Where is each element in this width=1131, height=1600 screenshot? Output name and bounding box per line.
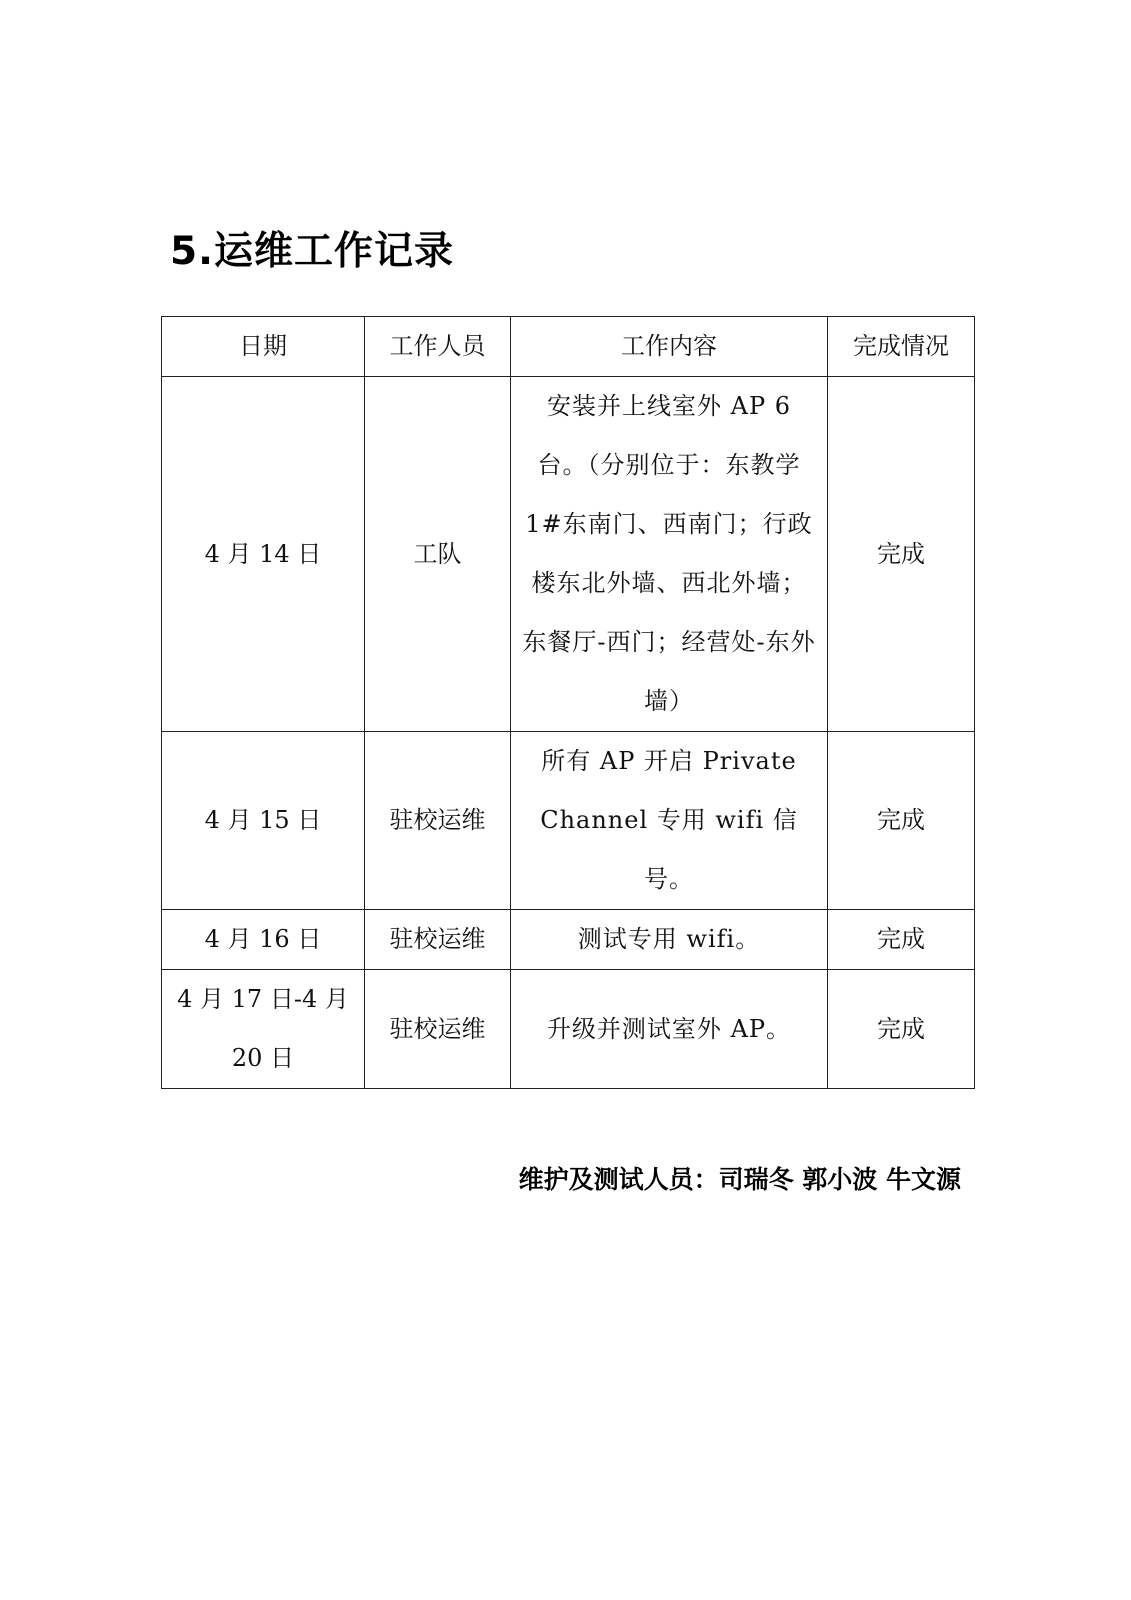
table-header-row <box>162 317 975 377</box>
row-staff: 驻校运维 <box>365 732 511 910</box>
maintenance-log-table <box>161 316 975 1089</box>
row-content: 安装并上线室外 AP 6 台。（分别位于：东教学 1#东南门、西南门；行政楼东北外墙、西北外墙；东餐厅-西门；经营处-东外墙） <box>511 377 828 732</box>
header-date: 日期 <box>162 317 365 377</box>
section-title: 5.运维工作记录 <box>170 229 454 274</box>
row-status: 完成 <box>828 910 975 970</box>
row-date: 4 月 15 日 <box>162 732 365 910</box>
table-row <box>162 970 975 1089</box>
row-date: 4 月 16 日 <box>162 910 365 970</box>
row-staff: 工队 <box>365 377 511 732</box>
table-row <box>162 377 975 732</box>
row-date: 4 月 17 日-4 月 20 日 <box>162 970 365 1089</box>
row-status: 完成 <box>828 732 975 910</box>
row-status: 完成 <box>828 377 975 732</box>
signature-line: 维护及测试人员：司瑞冬 郭小波 牛文源 <box>518 1165 961 1194</box>
row-content: 升级并测试室外 AP。 <box>511 970 828 1089</box>
table-row <box>162 910 975 970</box>
row-staff: 驻校运维 <box>365 970 511 1089</box>
row-content: 测试专用 wifi。 <box>511 910 828 970</box>
row-status: 完成 <box>828 970 975 1089</box>
table-row <box>162 732 975 910</box>
header-status: 完成情况 <box>828 317 975 377</box>
row-date: 4 月 14 日 <box>162 377 365 732</box>
row-staff: 驻校运维 <box>365 910 511 970</box>
header-content: 工作内容 <box>511 317 828 377</box>
row-content: 所有 AP 开启 Private Channel 专用 wifi 信号。 <box>511 732 828 910</box>
header-staff: 工作人员 <box>365 317 511 377</box>
